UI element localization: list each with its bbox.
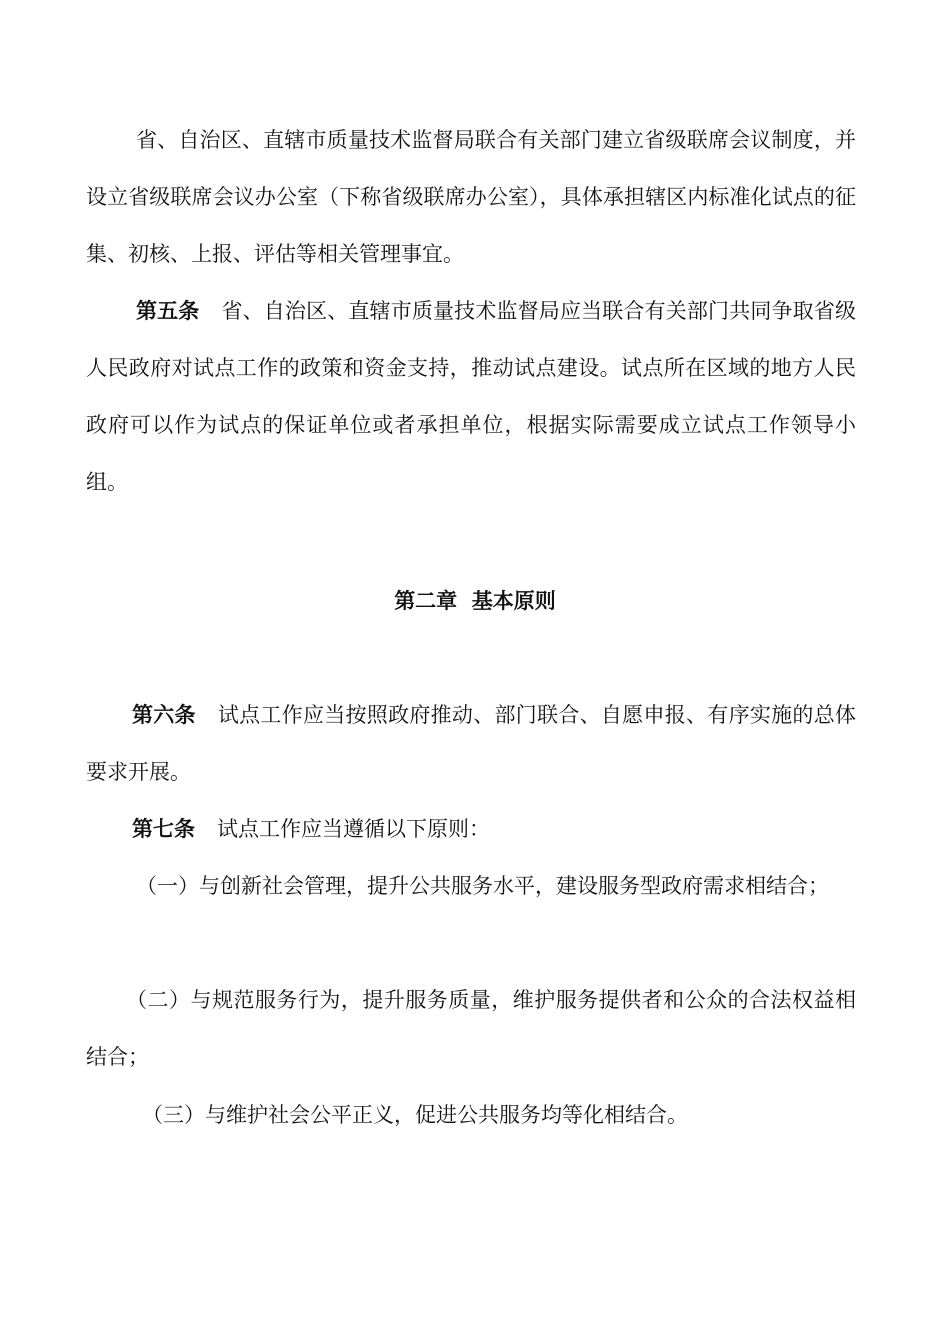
article-7 (86, 801, 856, 858)
article-label: 第六条 (132, 703, 196, 727)
principle-item-1 (86, 858, 856, 915)
article-6 (86, 687, 856, 801)
principle-text: （一）与创新社会管理，提升公共服务水平，建设服务型政府需求相结合； (136, 874, 829, 898)
article-5 (86, 283, 856, 511)
principle-item-2 (86, 972, 856, 1086)
article-text: 试点工作应当遵循以下原则： (217, 817, 490, 841)
principle-text: （二）与规范服务行为，提升服务质量，维护服务提供者和公众的合法权益相结合； (86, 988, 856, 1069)
article-label: 第五条 (136, 299, 200, 323)
paragraph-text: 省、自治区、直辖市质量技术监督局联合有关部门建立省级联席会议制度，并设立省级联席会议办公室（下称省级联席办公室），具体承担辖区内标准化试点的征集、初核、上报、评估等相关管理事宜。 (86, 128, 856, 266)
principle-item-3 (86, 1087, 856, 1144)
article-text: 试点工作应当按照政府推动、部门联合、自愿申报、有序实施的总体要求开展。 (86, 703, 856, 784)
chapter-title-text: 第二章 基本原则 (394, 589, 556, 613)
article-label: 第七条 (132, 817, 195, 841)
principle-text: （三）与维护社会公平正义，促进公共服务均等化相结合。 (142, 1103, 688, 1127)
article-text: 省、自治区、直辖市质量技术监督局应当联合有关部门共同争取省级人民政府对试点工作的政策和资金支持，推动试点建设。试点所在区域的地方人民政府可以作为试点的保证单位或者承担单位，根据实际需要成立试点工作领导小组。 (86, 299, 856, 494)
chapter-title (0, 586, 950, 616)
paragraph-provincial-joint-meeting (86, 112, 856, 283)
